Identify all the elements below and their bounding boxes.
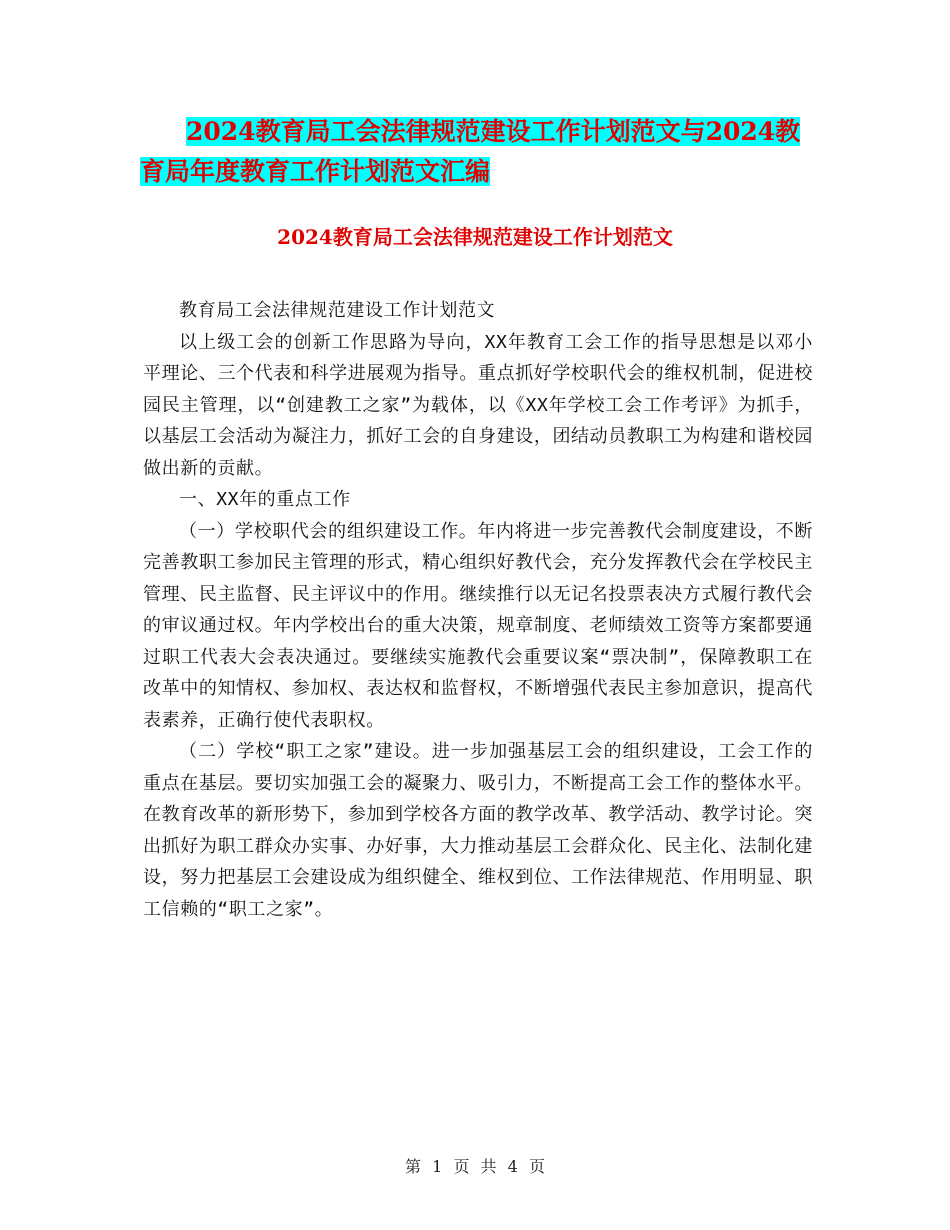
title-highlight: 2024教育局工会法律规范建设工作计划范文与2024教 xyxy=(186,117,801,146)
body-paragraph-subtitle: 教育局工会法律规范建设工作计划范文 xyxy=(179,300,496,321)
footer-label-total: 共 xyxy=(480,1157,497,1176)
footer-label-page: 第 xyxy=(405,1157,422,1176)
document-body xyxy=(143,295,813,925)
document-title xyxy=(140,112,840,192)
title-highlight: 育局年度教育工作计划范文汇编 xyxy=(140,157,491,186)
footer-label-ye: 页 xyxy=(453,1157,470,1176)
section-title: 2024教育局工会法律规范建设工作计划范文 xyxy=(277,225,673,249)
body-paragraph-item-2: （二）学校“职工之家”建设。进一步加强基层工会的组织建设，工会工作的重点在基层。要切实加强工会的凝聚力、吸引力，不断提高工会工作的整体水平。在教育改革的新形势下，参加到学校各方面的教学改革、教学活动、教学讨论。突出抓好为职工群众办实事、办好事，大力推动基层工会群众化、民主化、法制化建设，努力把基层工会建设成为组织健全、维权到位、工作法律规范、作用明显、职工信赖的“职工之家”。 xyxy=(143,741,813,920)
document-title-line-1 xyxy=(140,112,840,152)
footer-label-ye-2: 页 xyxy=(528,1157,545,1176)
page-footer xyxy=(0,1154,950,1177)
footer-total-pages: 4 xyxy=(507,1157,518,1176)
body-paragraph-item-1: （一）学校职代会的组织建设工作。年内将进一步完善教代会制度建设，不断完善教职工参加民主管理的形式，精心组织好教代会，充分发挥教代会在学校民主管理、民主监督、民主评议中的作用。继续推行以无记名投票表决方式履行教代会的审议通过权。年内学校出台的重大决策，规章制度、老师绩效工资等方案都要通过职工代表大会表决通过。要继续实施教代会重要议案“票决制”，保障教职工在改革中的知情权、参加权、表达权和监督权，不断增强代表民主参加意识，提高代表素养，正确行使代表职权。 xyxy=(143,520,813,731)
document-title-line-2 xyxy=(140,152,840,192)
body-heading-key-work: 一、XX年的重点工作 xyxy=(179,489,351,510)
footer-current-page: 1 xyxy=(432,1157,443,1176)
body-paragraph-intro: 以上级工会的创新工作思路为导向，XX年教育工会工作的指导思想是以邓小平理论、三个代表和科学进展观为指导。重点抓好学校职代会的维权机制，促进校园民主管理，以“创建教工之家”为载体，以《XX年学校工会工作考评》为抓手，以基层工会活动为凝注力，抓好工会的自身建设，团结动员教职工为构建和谐校园做出新的贡献。 xyxy=(143,331,813,479)
